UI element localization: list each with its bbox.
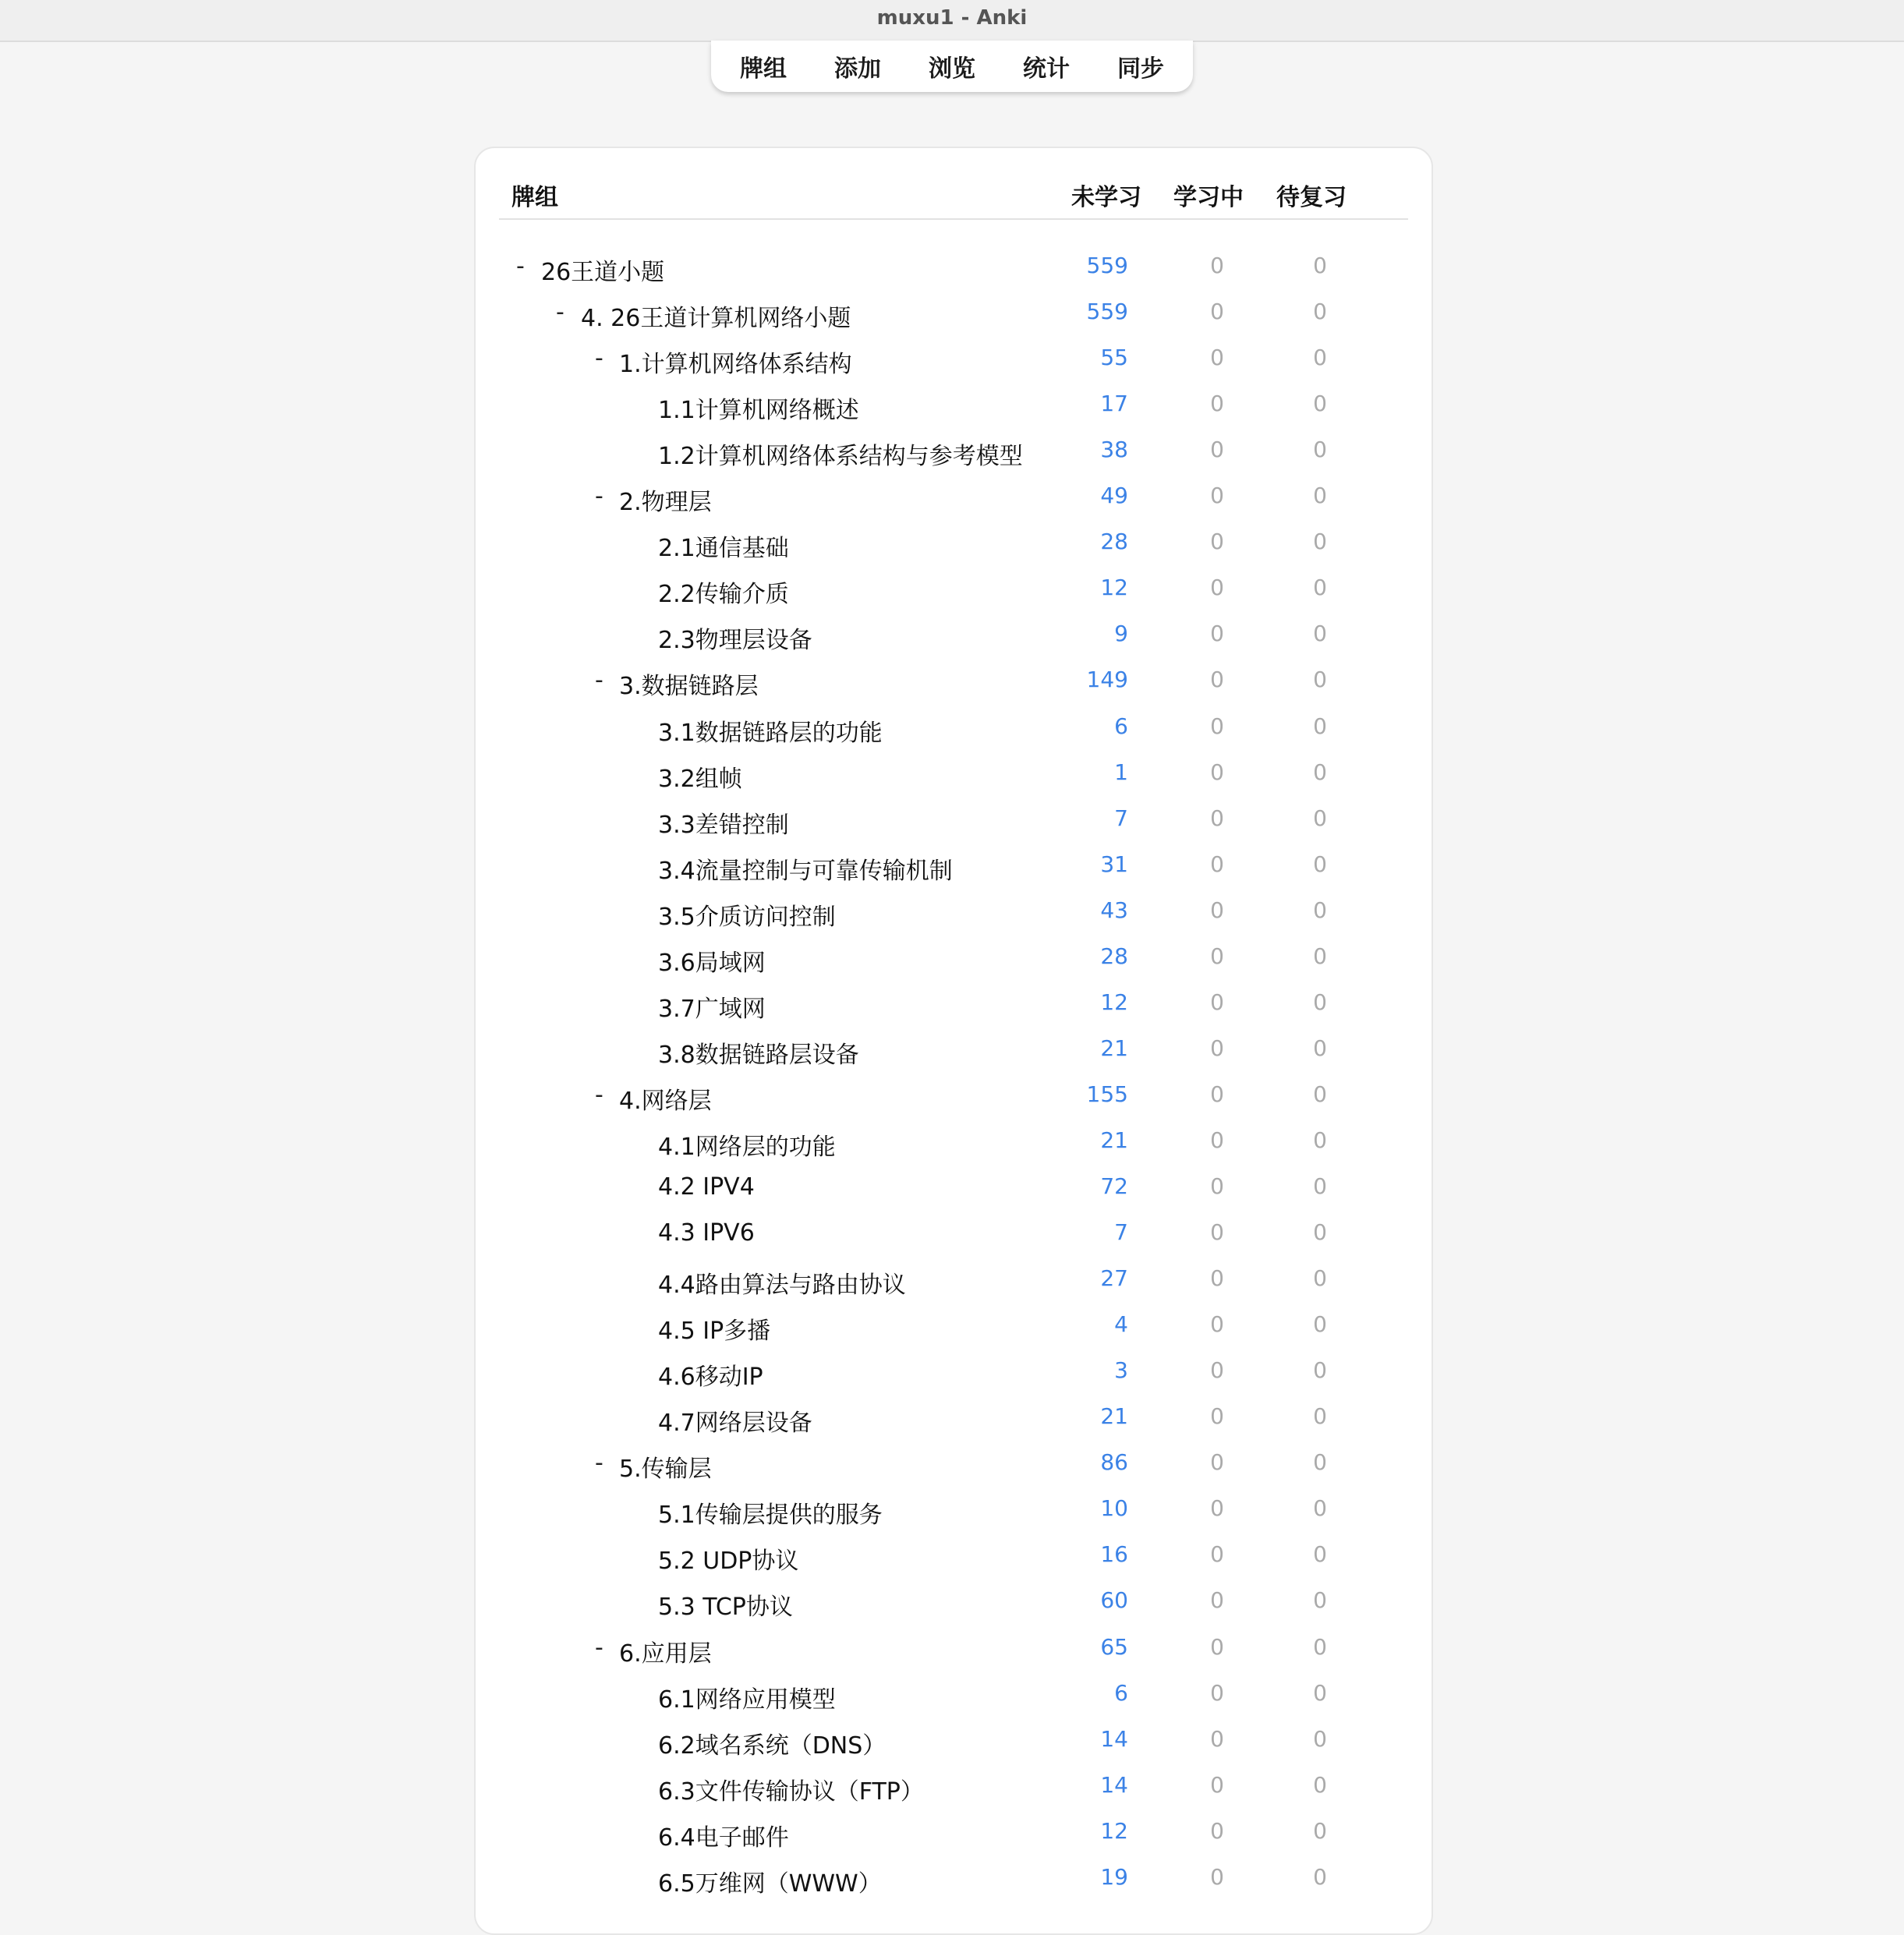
review-count: 0 [1313, 483, 1327, 509]
collapse-toggle[interactable]: - [595, 483, 603, 511]
learning-count: 0 [1210, 1633, 1224, 1660]
deck-name[interactable]: 4.网络层 [619, 1087, 712, 1115]
new-count: 12 [1100, 575, 1128, 601]
learning-count: 0 [1210, 1127, 1224, 1153]
deck-name[interactable]: 3.2组帧 [658, 765, 742, 793]
review-count: 0 [1313, 989, 1327, 1015]
new-count: 38 [1100, 437, 1128, 463]
deck-row[interactable] [476, 1028, 1432, 1074]
new-count: 16 [1100, 1541, 1128, 1568]
review-count: 0 [1313, 1725, 1327, 1752]
deck-row[interactable] [476, 659, 1432, 705]
review-count: 0 [1313, 1357, 1327, 1384]
review-count: 0 [1313, 253, 1327, 278]
review-count: 0 [1313, 1771, 1327, 1798]
review-count: 0 [1313, 299, 1327, 325]
review-count: 0 [1313, 1587, 1327, 1614]
new-count: 21 [1100, 1127, 1128, 1153]
deck-list-panel [474, 147, 1433, 1935]
new-count: 49 [1100, 483, 1128, 509]
learning-count: 0 [1210, 1035, 1224, 1061]
deck-name[interactable]: 4.1网络层的功能 [658, 1133, 836, 1161]
deck-name[interactable]: 1.2计算机网络体系结构与参考模型 [658, 443, 1023, 471]
deck-name[interactable]: 5.2 UDP协议 [658, 1548, 799, 1576]
deck-row[interactable] [476, 844, 1432, 890]
deck-row[interactable] [476, 1533, 1432, 1579]
deck-name[interactable]: 26王道小题 [541, 259, 665, 286]
learning-count: 0 [1210, 253, 1224, 278]
learning-count: 0 [1210, 667, 1224, 693]
deck-name[interactable]: 3.5介质访问控制 [658, 903, 836, 931]
deck-row[interactable] [476, 383, 1432, 429]
new-count: 6 [1114, 713, 1128, 739]
collapse-toggle[interactable]: - [595, 667, 603, 695]
deck-name[interactable]: 3.6局域网 [658, 949, 766, 977]
deck-row[interactable] [476, 1212, 1432, 1258]
learning-count: 0 [1210, 621, 1224, 647]
main-toolbar [711, 41, 1193, 92]
review-count: 0 [1313, 943, 1327, 969]
deck-row[interactable] [476, 1396, 1432, 1442]
deck-name[interactable]: 6.2域名系统（DNS） [658, 1732, 887, 1760]
learning-count: 0 [1210, 1219, 1224, 1246]
review-count: 0 [1313, 713, 1327, 739]
deck-row[interactable] [476, 429, 1432, 475]
header-new: 未学习 [1071, 184, 1141, 211]
learning-count: 0 [1210, 897, 1224, 923]
review-count: 0 [1313, 851, 1327, 877]
deck-row[interactable] [476, 982, 1432, 1028]
new-count: 60 [1100, 1587, 1128, 1614]
learning-count: 0 [1210, 943, 1224, 969]
new-count: 65 [1100, 1633, 1128, 1660]
deck-row[interactable] [476, 890, 1432, 936]
new-count: 31 [1100, 851, 1128, 877]
learning-count: 0 [1210, 1311, 1224, 1338]
deck-name[interactable]: 4.3 IPV6 [658, 1219, 755, 1247]
new-count: 14 [1100, 1771, 1128, 1798]
toolbar-stats-link[interactable]: 统计 [1023, 55, 1070, 83]
review-count: 0 [1313, 667, 1327, 693]
new-count: 149 [1086, 667, 1128, 693]
deck-name[interactable]: 3.3差错控制 [658, 811, 789, 839]
new-count: 55 [1100, 345, 1128, 371]
learning-count: 0 [1210, 759, 1224, 785]
review-count: 0 [1313, 1403, 1327, 1430]
deck-row[interactable] [476, 1764, 1432, 1810]
header-deck: 牌组 [511, 184, 558, 211]
learning-count: 0 [1210, 1173, 1224, 1199]
deck-row[interactable] [476, 475, 1432, 521]
learning-count: 0 [1210, 1495, 1224, 1522]
review-count: 0 [1313, 529, 1327, 555]
deck-row[interactable] [476, 337, 1432, 383]
deck-row[interactable] [476, 521, 1432, 567]
deck-row[interactable] [476, 1488, 1432, 1533]
review-count: 0 [1313, 1541, 1327, 1568]
new-count: 559 [1086, 299, 1128, 325]
deck-row[interactable] [476, 1442, 1432, 1488]
deck-table-header [499, 148, 1408, 220]
deck-name[interactable]: 6.5万维网（WWW） [658, 1870, 882, 1898]
learning-count: 0 [1210, 299, 1224, 325]
new-count: 559 [1086, 253, 1128, 278]
deck-row[interactable] [476, 1626, 1432, 1672]
review-count: 0 [1313, 1081, 1327, 1107]
review-count: 0 [1313, 1817, 1327, 1844]
learning-count: 0 [1210, 1863, 1224, 1890]
new-count: 1 [1114, 759, 1128, 785]
deck-row[interactable] [476, 1856, 1432, 1902]
deck-row[interactable] [476, 936, 1432, 982]
deck-name[interactable]: 4.6移动IP [658, 1364, 763, 1392]
deck-row[interactable] [476, 1074, 1432, 1120]
deck-row[interactable] [476, 1810, 1432, 1856]
deck-row[interactable] [476, 1258, 1432, 1304]
deck-row[interactable] [476, 567, 1432, 613]
new-count: 28 [1100, 529, 1128, 555]
toolbar-browse-link[interactable]: 浏览 [929, 55, 975, 83]
learning-count: 0 [1210, 805, 1224, 831]
deck-name[interactable]: 3.7广域网 [658, 995, 766, 1023]
deck-name[interactable]: 3.8数据链路层设备 [658, 1041, 859, 1069]
deck-row[interactable] [476, 706, 1432, 752]
collapse-toggle[interactable]: - [595, 1081, 603, 1109]
learning-count: 0 [1210, 1587, 1224, 1614]
new-count: 10 [1100, 1495, 1128, 1522]
collapse-toggle[interactable]: - [556, 299, 564, 327]
deck-name[interactable]: 2.3物理层设备 [658, 627, 812, 655]
deck-name[interactable]: 2.2传输介质 [658, 581, 789, 609]
deck-name[interactable]: 3.数据链路层 [619, 673, 759, 701]
deck-name[interactable]: 4.5 IP多播 [658, 1318, 771, 1346]
review-count: 0 [1313, 437, 1327, 463]
review-count: 0 [1313, 1265, 1327, 1292]
new-count: 72 [1100, 1173, 1128, 1199]
new-count: 86 [1100, 1449, 1128, 1476]
deck-name[interactable]: 4.7网络层设备 [658, 1410, 812, 1438]
review-count: 0 [1313, 1173, 1327, 1199]
deck-name[interactable]: 4. 26王道计算机网络小题 [581, 305, 851, 333]
deck-row[interactable] [476, 798, 1432, 844]
learning-count: 0 [1210, 1403, 1224, 1430]
learning-count: 0 [1210, 1081, 1224, 1107]
deck-row[interactable] [476, 1672, 1432, 1718]
review-count: 0 [1313, 805, 1327, 831]
collapse-toggle[interactable]: - [595, 345, 603, 373]
learning-count: 0 [1210, 851, 1224, 877]
deck-row[interactable] [476, 613, 1432, 659]
new-count: 155 [1086, 1081, 1128, 1107]
toolbar-add-link[interactable]: 添加 [834, 55, 881, 83]
review-count: 0 [1313, 1633, 1327, 1660]
deck-name[interactable]: 6.应用层 [619, 1640, 712, 1668]
learning-count: 0 [1210, 713, 1224, 739]
review-count: 0 [1313, 897, 1327, 923]
deck-row[interactable] [476, 1120, 1432, 1166]
new-count: 17 [1100, 391, 1128, 417]
deck-row[interactable] [476, 291, 1432, 337]
new-count: 21 [1100, 1035, 1128, 1061]
deck-row[interactable] [476, 1718, 1432, 1764]
deck-name[interactable]: 6.4电子邮件 [658, 1824, 789, 1852]
header-review: 待复习 [1276, 184, 1347, 211]
new-count: 19 [1100, 1863, 1128, 1890]
header-learning: 学习中 [1173, 184, 1244, 211]
collapse-toggle[interactable]: - [595, 1633, 603, 1661]
toolbar-decks-link[interactable]: 牌组 [740, 55, 787, 83]
learning-count: 0 [1210, 345, 1224, 371]
learning-count: 0 [1210, 437, 1224, 463]
new-count: 7 [1114, 805, 1128, 831]
new-count: 6 [1114, 1679, 1128, 1706]
learning-count: 0 [1210, 1725, 1224, 1752]
review-count: 0 [1313, 759, 1327, 785]
review-count: 0 [1313, 1127, 1327, 1153]
learning-count: 0 [1210, 1541, 1224, 1568]
review-count: 0 [1313, 1449, 1327, 1476]
learning-count: 0 [1210, 989, 1224, 1015]
review-count: 0 [1313, 1311, 1327, 1338]
review-count: 0 [1313, 1495, 1327, 1522]
new-count: 3 [1114, 1357, 1128, 1384]
deck-name[interactable]: 1.计算机网络体系结构 [619, 351, 852, 379]
learning-count: 0 [1210, 391, 1224, 417]
learning-count: 0 [1210, 529, 1224, 555]
new-count: 9 [1114, 621, 1128, 647]
deck-row[interactable] [476, 752, 1432, 798]
deck-name[interactable]: 2.物理层 [619, 489, 712, 517]
learning-count: 0 [1210, 1357, 1224, 1384]
deck-name[interactable]: 4.2 IPV4 [658, 1173, 755, 1201]
deck-name[interactable]: 6.3文件传输协议（FTP） [658, 1778, 924, 1806]
deck-name[interactable]: 2.1通信基础 [658, 535, 789, 563]
deck-name[interactable]: 6.1网络应用模型 [658, 1686, 836, 1714]
new-count: 7 [1114, 1219, 1128, 1246]
deck-name[interactable]: 3.4流量控制与可靠传输机制 [658, 857, 953, 885]
review-count: 0 [1313, 391, 1327, 417]
deck-row[interactable] [476, 1304, 1432, 1350]
new-count: 14 [1100, 1725, 1128, 1752]
new-count: 4 [1114, 1311, 1128, 1338]
learning-count: 0 [1210, 1817, 1224, 1844]
collapse-toggle[interactable]: - [595, 1449, 603, 1477]
deck-name[interactable]: 4.4路由算法与路由协议 [658, 1272, 906, 1300]
window-title: muxu1 - Anki [0, 0, 1904, 42]
deck-name[interactable]: 5.1传输层提供的服务 [658, 1502, 883, 1530]
review-count: 0 [1313, 345, 1327, 371]
learning-count: 0 [1210, 1771, 1224, 1798]
review-count: 0 [1313, 1863, 1327, 1890]
deck-row[interactable] [476, 245, 1432, 291]
new-count: 12 [1100, 989, 1128, 1015]
learning-count: 0 [1210, 1449, 1224, 1476]
deck-name[interactable]: 3.1数据链路层的功能 [658, 719, 883, 747]
deck-name[interactable]: 5.传输层 [619, 1456, 712, 1484]
new-count: 43 [1100, 897, 1128, 923]
review-count: 0 [1313, 1035, 1327, 1061]
deck-row[interactable] [476, 1350, 1432, 1396]
new-count: 12 [1100, 1817, 1128, 1844]
collapse-toggle[interactable]: - [516, 253, 525, 280]
new-count: 28 [1100, 943, 1128, 969]
review-count: 0 [1313, 575, 1327, 601]
deck-row[interactable] [476, 1166, 1432, 1212]
deck-row[interactable] [476, 1579, 1432, 1625]
toolbar-sync-link[interactable]: 同步 [1117, 55, 1164, 83]
deck-name[interactable]: 5.3 TCP协议 [658, 1594, 793, 1622]
learning-count: 0 [1210, 483, 1224, 509]
learning-count: 0 [1210, 1265, 1224, 1292]
review-count: 0 [1313, 1219, 1327, 1246]
new-count: 27 [1100, 1265, 1128, 1292]
deck-name[interactable]: 1.1计算机网络概述 [658, 397, 859, 425]
review-count: 0 [1313, 621, 1327, 647]
review-count: 0 [1313, 1679, 1327, 1706]
new-count: 21 [1100, 1403, 1128, 1430]
learning-count: 0 [1210, 1679, 1224, 1706]
learning-count: 0 [1210, 575, 1224, 601]
